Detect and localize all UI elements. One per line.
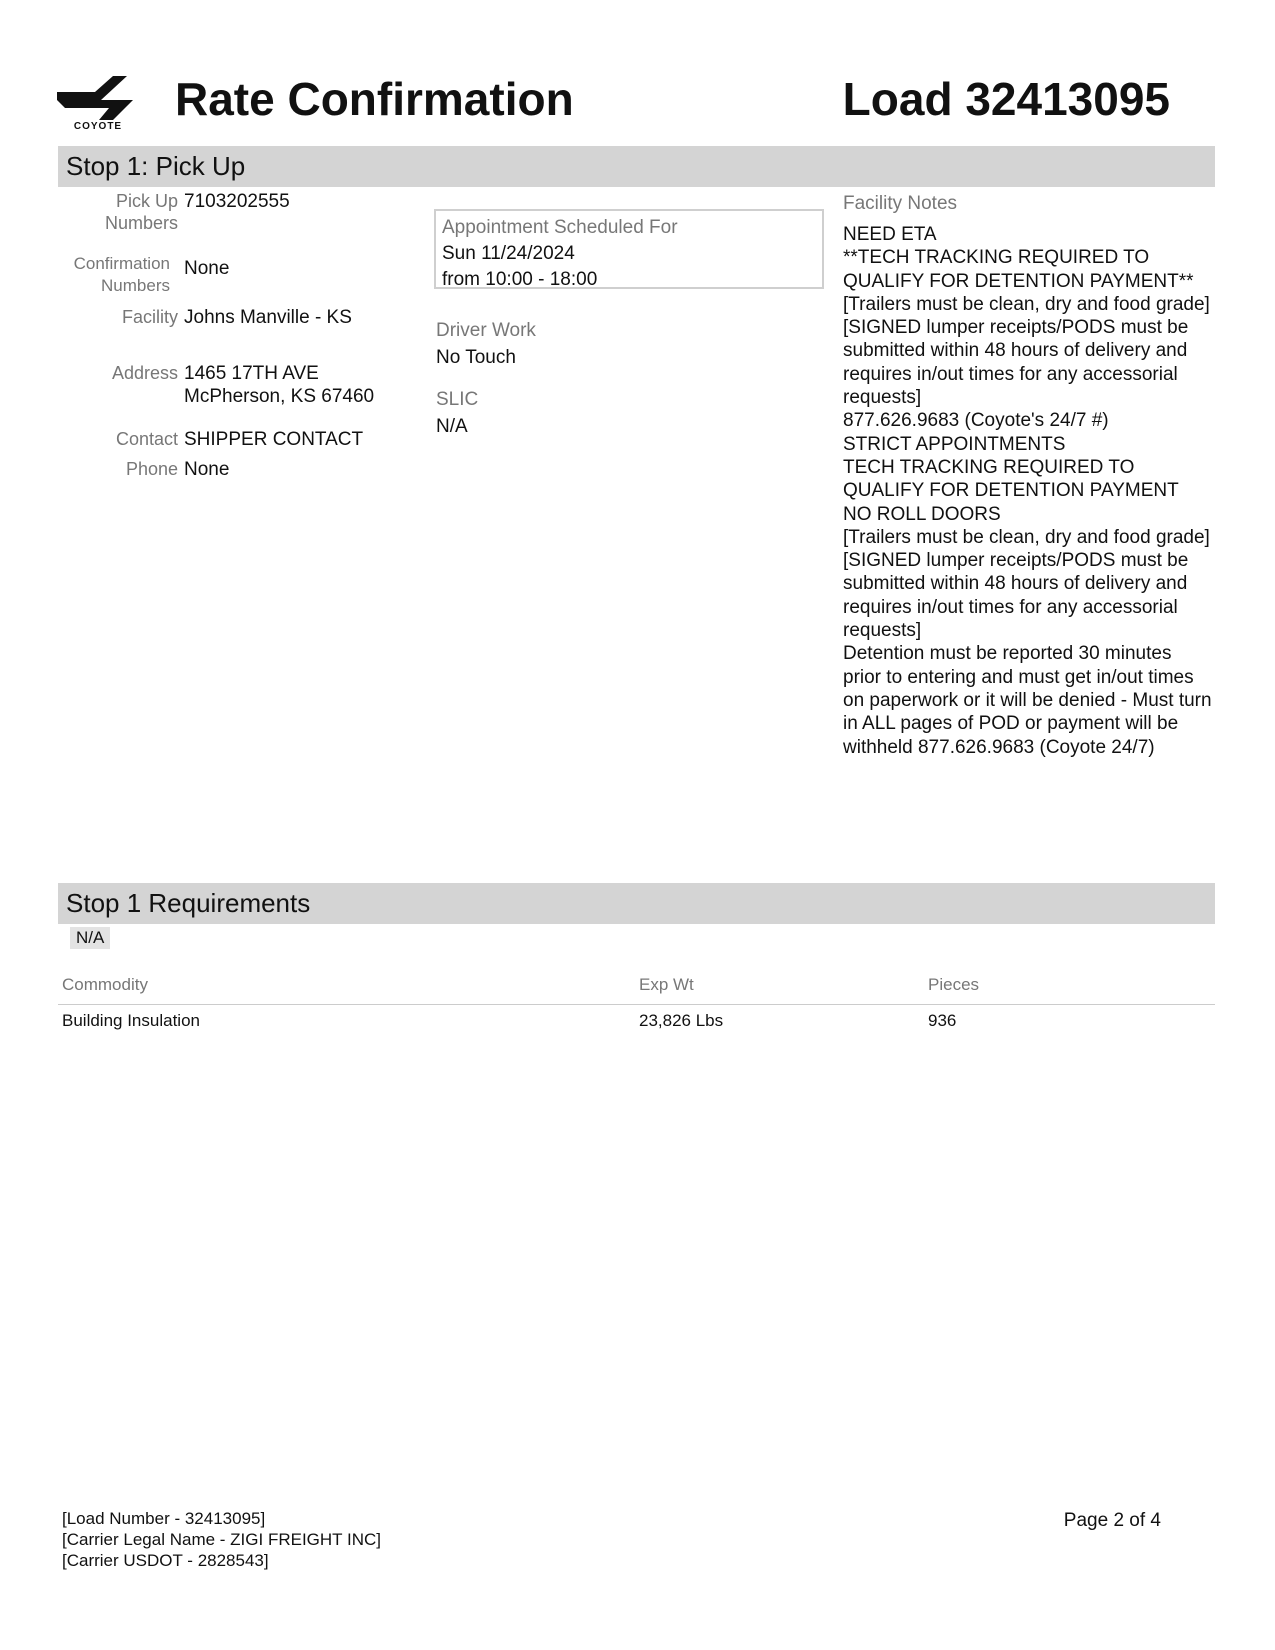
address-label: Address — [111, 363, 178, 383]
confirmation-numbers-value: None — [184, 258, 230, 279]
table-header-exp-wt: Exp Wt — [639, 975, 694, 994]
table-header-pieces: Pieces — [928, 975, 980, 994]
logo-text: COYOTE — [73, 121, 123, 132]
table-cell-pieces: 936 — [928, 1011, 957, 1030]
appointment-date: Sun 11/24/2024 — [442, 243, 575, 264]
driver-work-value: No Touch — [436, 347, 516, 368]
page-title: Rate Confirmation — [175, 73, 574, 125]
facility-label: Facility — [121, 307, 178, 327]
table-cell-exp-wt: 23,826 Lbs — [639, 1011, 724, 1030]
driver-work-label: Driver Work — [436, 320, 536, 341]
appointment-time: from 10:00 - 18:00 — [442, 269, 598, 290]
facility-notes-label: Facility Notes — [843, 193, 958, 214]
requirements-chip: N/A — [70, 927, 110, 949]
footer-info: [Load Number - 32413095] [Carrier Legal Name - ZIGI FREIGHT INC] [Carrier USDOT - 2828543] — [62, 1509, 381, 1570]
load-number-title: Load 32413095 — [842, 73, 1170, 125]
requirements-section-bar: Stop 1 Requirements — [58, 883, 1215, 924]
pickup-numbers-value: 7103202555 — [184, 191, 290, 212]
slic-value: N/A — [436, 416, 468, 437]
confirmation-numbers-label: Confirmation Numbers — [73, 254, 170, 295]
appointment-box — [434, 209, 824, 289]
page-number: Page 2 of 4 — [1063, 1510, 1161, 1531]
facility-value: Johns Manville - KS — [184, 307, 352, 328]
address-value: 1465 17TH AVE McPherson, KS 67460 — [184, 363, 375, 407]
pickup-numbers-label: Pick Up Numbers — [104, 191, 178, 233]
table-divider — [58, 1004, 1215, 1005]
contact-label: Contact — [115, 429, 178, 449]
contact-value: SHIPPER CONTACT — [184, 429, 364, 450]
phone-label: Phone — [125, 459, 178, 479]
table-header-commodity: Commodity — [62, 975, 148, 994]
table-cell-commodity: Building Insulation — [62, 1011, 200, 1030]
slic-label: SLIC — [436, 389, 479, 410]
appointment-label: Appointment Scheduled For — [442, 217, 678, 238]
facility-notes-text: NEED ETA **TECH TRACKING REQUIRED TO QUALIFY FOR DETENTION PAYMENT** [Trailers must be clean, dry and food grade] [SIGNED lumper receipts/PODS must be submitted within 48 hours of delivery and requires in/out times for any accessorial requests] 877.626.9683 (Coyote's 24/7 #) STRICT APPOINTMENTS TECH TRACKING REQUIRED TO QUALIFY FOR DETENTION PAYMENT NO ROLL DOORS [Trailers must be clean, dry and food grade] [SIGNED lumper receipts/PODS must be submitted within 48 hours of delivery and requires in/out times for any accessorial requests] Detention must be reported 30 minutes prior to entering and must get in/out times on paperwork or it will be denied - Must turn in ALL pages of POD or payment will be withheld 877.626.9683 (Coyote 24/7) — [843, 224, 1212, 758]
phone-value: None — [184, 459, 230, 480]
stop-section-bar: Stop 1: Pick Up — [58, 146, 1215, 187]
